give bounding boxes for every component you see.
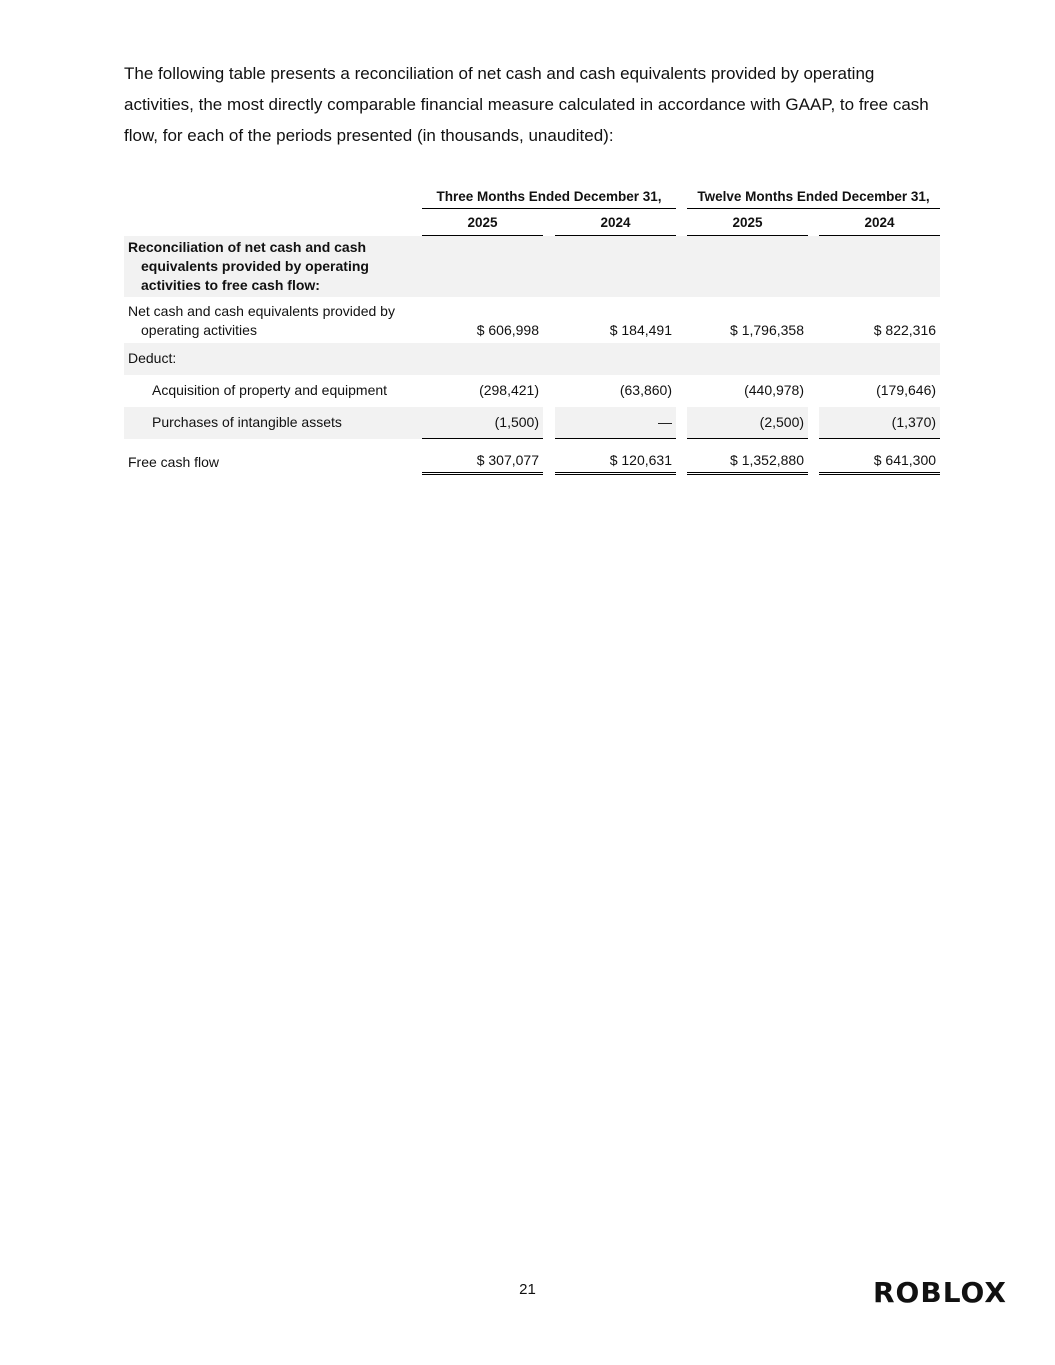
cell-value: (2,500) — [687, 407, 808, 439]
free-cash-flow-table — [124, 184, 940, 475]
cell-value: $ 606,998 — [476, 321, 539, 338]
cell-value: $ 1,796,358 — [730, 321, 805, 338]
section-label: Reconciliation of net cash and cash equivalents provided by operating activities to free cash flow: — [124, 236, 422, 297]
cell-value: $ 641,300 — [819, 439, 940, 474]
three-months-header: Three Months Ended December 31, — [422, 184, 676, 209]
year-header-row — [124, 209, 940, 236]
cell-value: $ 120,631 — [555, 439, 676, 474]
row-label: Free cash flow — [128, 453, 220, 470]
row-label: Acquisition of property and equipment — [152, 382, 388, 398]
cell-value: $ 1,352,880 — [687, 439, 808, 474]
table-row-operating-cash — [124, 297, 940, 343]
period-header-row — [124, 184, 940, 209]
intro-paragraph: The following table presents a reconciliation of net cash and cash equivalents provided by operating activities, the most directly comparable financial measure calculated in accordance with GAAP, to free cash flow, for each of the periods presented (in thousands, unaudited): — [124, 64, 929, 145]
table-row-intangibles — [124, 407, 940, 439]
cell-value: $ 184,491 — [609, 321, 673, 338]
logo-text: ROBLOX — [873, 1276, 1007, 1309]
cell-value: (179,646) — [876, 382, 937, 398]
row-label: Deduct: — [124, 343, 422, 375]
page-number: 21 — [519, 1281, 536, 1298]
table-row-acquisition — [124, 375, 940, 407]
cell-value: $ 307,077 — [422, 439, 543, 474]
table-row-free-cash-flow — [124, 439, 940, 474]
twelve-months-header: Twelve Months Ended December 31, — [687, 184, 940, 209]
year-header: 2024 — [555, 209, 676, 236]
roblox-logo — [873, 1278, 1007, 1308]
cell-value: (1,370) — [819, 407, 940, 439]
section-header-row — [124, 236, 940, 297]
cell-value: (1,500) — [422, 407, 543, 439]
year-header: 2025 — [422, 209, 543, 236]
cell-value: (440,978) — [744, 382, 805, 398]
cell-value: $ 822,316 — [873, 321, 937, 338]
row-label: Purchases of intangible assets — [124, 407, 422, 439]
cell-value: — — [555, 407, 676, 439]
row-label: Net cash and cash equivalents provided by operating activities — [128, 302, 395, 338]
table-row-deduct — [124, 343, 940, 375]
cell-value: (63,860) — [619, 382, 673, 398]
year-header: 2024 — [819, 209, 940, 236]
cell-value: (298,421) — [479, 382, 539, 398]
year-header: 2025 — [687, 209, 808, 236]
